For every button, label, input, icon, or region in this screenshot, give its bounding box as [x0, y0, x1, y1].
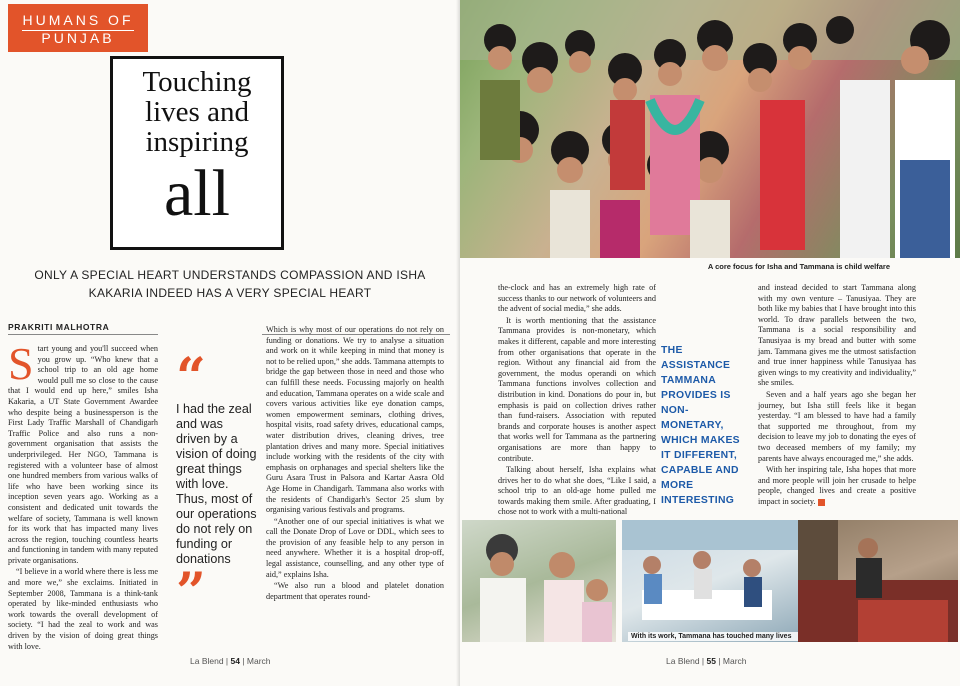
logo-line1: HUMANS OF — [22, 12, 134, 28]
col2-paragraph-1: Which is why most of our operations do not rely on funding or donations. We try to analyse a situation and work on it while keeping in mind that money is not to be relied upon,” she adds. Tammana attempts to bridge the gap between those in need and those who can fulfill these needs. Focussing majorly on health and education, Tammana operates on a wide scale and covers various activities like eye donation camps, women empowerment seminars, clothing drives, hospital visits, road safety drives, educational camps, water distribution drives, cleaning drives, tree plantation drives and many more. Special initiatives include working with the residents of the city with emphasis on orphanages and special shelters like the Guru Asara Trust in Palsora and Kartar Aasra Old Age Home in Chandigarh. Tammana also works with the residents of Chandigarh's Sector 25 slum by organising various festivals and programs. — [266, 325, 444, 515]
main-photo-caption: A core focus for Isha and Tammana is child welfare — [707, 262, 890, 271]
logo-line2: PUNJAB — [22, 30, 134, 46]
col2-paragraph-2: “Another one of our special initiatives is what we call the Donate Drop of Love or DDL, which sees to the provision of any feasible help to any person in need anywhere. Whether it is a hospital drop-off, legal assistance, counselling, and any other type of aid,” explains Isha. — [266, 516, 444, 579]
headline-box — [110, 56, 284, 250]
photo-volunteer-children — [462, 520, 616, 642]
right-page — [460, 0, 960, 686]
pull-quote — [176, 347, 258, 623]
left-page — [0, 0, 460, 686]
col4-paragraph-3: With her inspiring tale, Isha hopes that more and more people will join her crusade to helpe people, changed lives and create a positive impact in society. — [758, 465, 916, 506]
open-quote-icon: “ — [176, 347, 206, 408]
drop-cap: S — [8, 338, 34, 389]
col2-paragraph-3: “We also run a blood and platelet donation department that operates round- — [266, 581, 444, 601]
col3-paragraph-1: the-clock and has an extremely high rate of success thanks to our network of volunteers and the advent of social media,” she adds. — [498, 283, 656, 314]
close-quote-icon: ” — [176, 562, 206, 623]
photo-illustration — [460, 0, 960, 258]
folio-left-page: 54 — [230, 656, 240, 666]
headline-line1: Touching lives and inspiring — [142, 66, 252, 158]
article-column-4 — [758, 283, 916, 515]
folio-left-month: March — [246, 656, 271, 666]
col1-paragraph-1: tart young and you'll succeed when you grow up. “Who knew that a school trip to an old age home would pull me so close to the cause that I would end up here,” smiles Isha Kakaria, a UT State Government Awardee who despite being a businessperson is the First Lady Traffic Marshall of Chandigarh Traffic Police and also runs a non-government organisation that assists the underprivileged. Her NGO, Tammana is registered with a volunteer base of almost one hundred members from various walks of life who have been working since its inception seven years ago. Working as a consistent and dedicated unit towards the welfare of society, Tammana is well known for its work that has impacted many lives across the region, touching countless hearts and functioning in tandem with many reputed private organisations. — [8, 344, 158, 565]
folio-right: La Blend | 55 | March — [666, 656, 747, 666]
byline: PRAKRITI MALHOTRA — [8, 322, 158, 335]
article-column-3 — [498, 283, 656, 515]
photo-man-with-donations — [798, 520, 958, 642]
pull-quote-text: I had the zeal and was driven by a vision of doing great things with love. Thus, most of our operations do not rely on funding or donations — [176, 402, 257, 566]
folio-right-month: March — [722, 656, 747, 666]
humans-of-punjab-logo — [8, 4, 148, 52]
folio-left-mag: La Blend — [190, 656, 224, 666]
end-mark-icon — [818, 499, 825, 506]
photo-small-3-illustration — [798, 520, 958, 642]
main-photo-children — [460, 0, 960, 258]
photo-small-2-illustration — [622, 520, 798, 642]
col3-paragraph-3: Talking about herself, Isha explains what drives her to do what she does, “Like I said, a school trip to an old-age home pulled me towards making them smile. After graduating, I chose not to work with a multi-national — [498, 465, 656, 517]
photo-health-camp — [622, 520, 798, 642]
col4-paragraph-1: and instead decided to start Tammana along with my own venture – Tanusiyaa. They are both like my babies that I have brought into this world. To draw parallels between the two, Tammana is a social responsibility and Tanusiyaa is my bread and butter with some jam. Tammana gives me the utmost satisfaction and true inner happiness while Tanusiyaa has given wings to my creativity and individuality,” she smiles. — [758, 283, 916, 388]
col3-paragraph-2: It is worth mentioning that the assistance Tammana provides is non-monetary, which makes it different, capable and more interesting from other organisations that operate in the region. Without any financial aid from the government, the modus operandi on which Tammana functions involves collection and distribution in kind. Donations do pour in, but emphasis is paid on collection drives rather than fund-raisers. Association with reputed brands and corporate houses is another aspect that works well for Tammana as the partnering organisations are more than happy to contribute. — [498, 315, 656, 463]
folio-right-mag: La Blend — [666, 656, 700, 666]
headline-line2: all — [164, 157, 230, 230]
col4-paragraph-2: Seven and a half years ago she began her journey, but Isha still feels like it began yesterday. “I am blessed to have had a family that supported me throughout, from my decision to leave my job to donating the eyes of two deceased members of my family; my parents have always encouraged me,” she adds. — [758, 389, 916, 463]
small-photo-caption: With its work, Tammana has touched many lives — [628, 632, 798, 641]
pull-quote-2: THE ASSISTANCE TAMMANA PROVIDES IS NON-MONETARY, WHICH MAKES IT DIFFERENT, CAPABLE AND MORE INTERESTING — [661, 345, 740, 506]
photo-small-1-illustration — [462, 520, 616, 642]
article-column-2 — [266, 325, 444, 645]
col1-paragraph-2: “I believe in a world where there is less me and more we,” she exclaims. Initiated in September 2008, Tammana is a think-tank operated by like-minded enthusiasts who work towards the overall development of society. “I had the zeal to work and was driven by the vision of doing great things with love. — [8, 567, 158, 651]
folio-left: La Blend | 54 | March — [190, 656, 271, 666]
article-column-1 — [8, 338, 158, 651]
folio-right-page: 55 — [706, 656, 716, 666]
standfirst: ONLY A SPECIAL HEART UNDERSTANDS COMPASSION AND ISHA KAKARIA INDEED HAS A VERY SPECIAL HEART — [34, 268, 426, 300]
